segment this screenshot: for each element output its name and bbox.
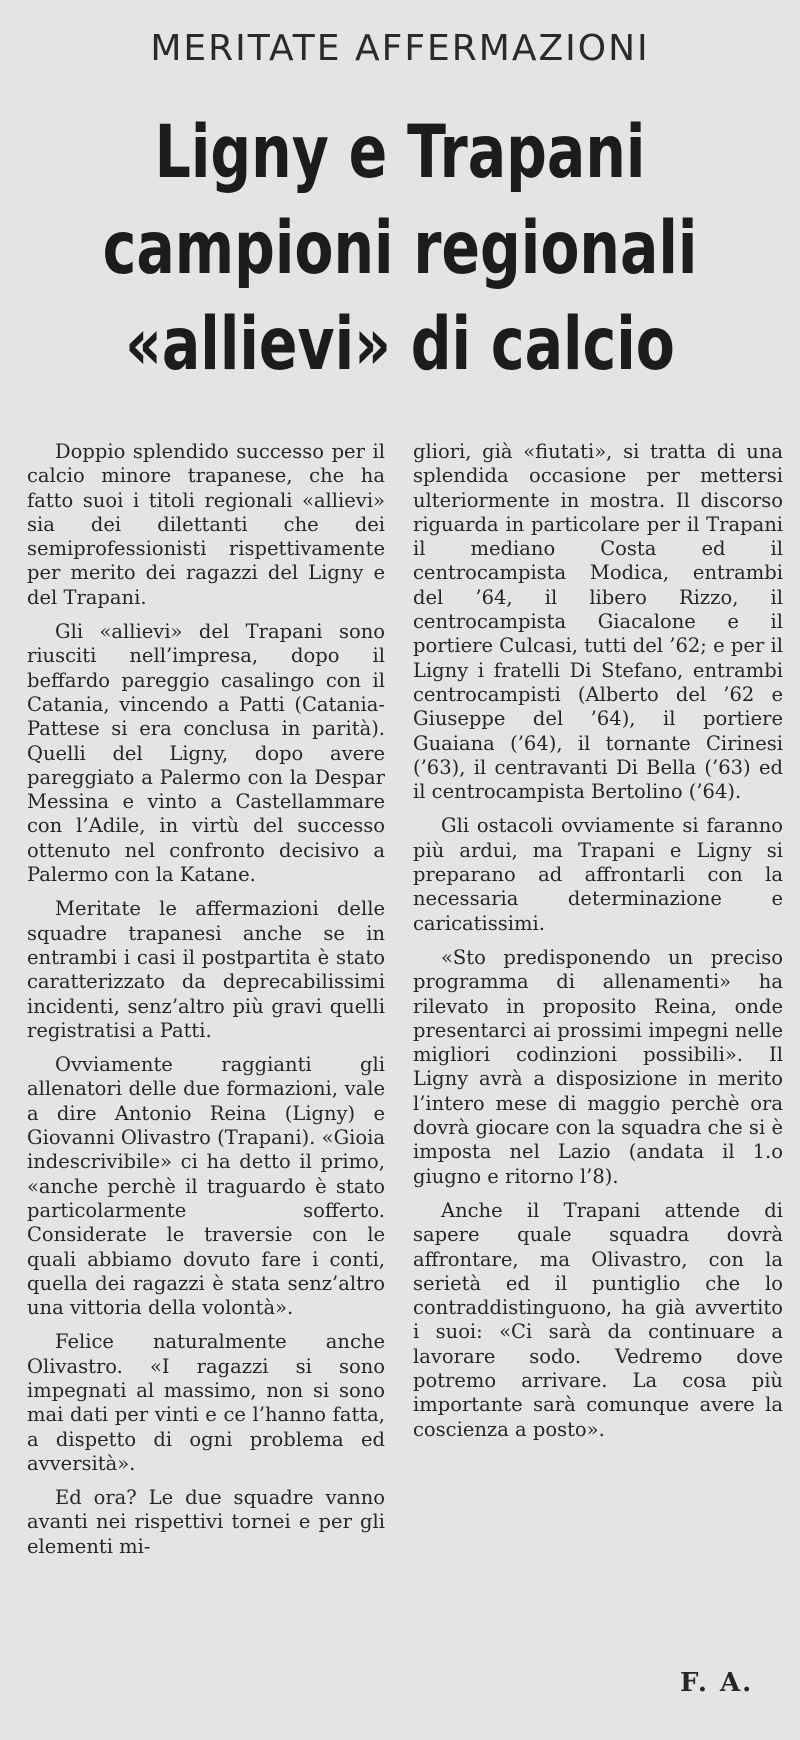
headline-line: «allievi» di calcio — [125, 302, 675, 387]
headline-line: campioni regionali — [102, 206, 698, 291]
paragraph: Gli ostacoli ovviamente si faranno più ardui, ma Trapani e Ligny si preparano ad affrontarli con la necessaria determinazione e caricatissimi. — [413, 814, 783, 935]
paragraph: Gli «allievi» del Trapani sono riusciti nell’impresa, dopo il beffardo pareggio casalingo con il Catania, vincendo a Patti (Catania-Pattese si era conclusa in parità). Quelli del Ligny, dopo avere pareggiato a Palermo con la Despar Messina e vinto a Castellammare con l’Adile, in virtù del successo ottenuto nel confronto decisivo a Palermo con la Katane. — [27, 620, 385, 887]
article-column-left — [27, 440, 385, 1569]
paragraph: Ed ora? Le due squadre vanno avanti nei rispettivi tornei e per gli elementi mi- — [27, 1486, 385, 1558]
article-headline — [0, 105, 800, 393]
paragraph: Ovviamente raggianti gli allenatori delle due formazioni, vale a dire Antonio Reina (Ligny) e Giovanni Olivastro (Trapani). «Gioia indescrivibile» ci ha detto il primo, «anche perchè il traguardo è stato particolarmente sofferto. Considerate le traversie con le quali abbiamo dovuto fare i conti, quella dei ragazzi è stata senz’altro una vittoria della volontà». — [27, 1053, 385, 1320]
paragraph: Felice naturalmente anche Olivastro. «I ragazzi si sono impegnati al massimo, non si sono mai dati per vinti e ce l’hanno fatta, a dispetto di ogni problema ed avversità». — [27, 1330, 385, 1475]
article-column-right — [413, 440, 783, 1452]
paragraph: Anche il Trapani attende di sapere quale squadra dovrà affrontare, ma Olivastro, con la serietà ed il puntiglio che lo contraddistinguono, ha già avvertito i suoi: «Ci sarà da continuare a lavorare sodo. Vedremo dove potremo arrivare. La cosa più importante sarà comunque avere la coscienza a posto». — [413, 1198, 783, 1441]
paragraph: gliori, già «fiutati», si tratta di una splendida occasione per mettersi ulteriormente in mostra. Il discorso riguarda in particolare per il Trapani il mediano Costa ed il centrocampista Modica, entrambi del ’64, il libero Rizzo, il centrocampista Giacalone e il portiere Culcasi, tutti del ’62; e per il Ligny i fratelli Di Stefano, entrambi centrocampisti (Alberto del ’62 e Giuseppe del ’64), il portiere Guaiana (’64), il tornante Cirinesi (’63), il centravanti Di Bella (’63) ed il centrocampista Bertolino (’64). — [413, 440, 783, 804]
paragraph: Meritate le affermazioni delle squadre trapanesi anche se in entrambi i casi il postpartita è stato caratterizzato da deprecabilissimi incidenti, senz’altro più gravi quelli registratisi a Patti. — [27, 897, 385, 1042]
author-signature: F. A. — [680, 1668, 754, 1698]
paragraph: «Sto predisponendo un preciso programma di allenamenti» ha rilevato in proposito Reina, onde presentarci ai prossimi impegni nelle migliori codinzioni possibili». Il Ligny avrà a disposizione in merito l’intero mese di maggio perchè ora dovrà giocare con la squadra che si è imposta nel Lazio (andata il 1.o giugno e ritorno l’8). — [413, 945, 783, 1188]
paragraph: Doppio splendido successo per il calcio minore trapanese, che ha fatto suoi i titoli regionali «allievi» sia dei dilettanti che dei semiprofessionisti rispettivamente per merito dei ragazzi del Ligny e del Trapani. — [27, 440, 385, 609]
article-kicker: MERITATE AFFERMAZIONI — [150, 28, 650, 69]
headline-line: Ligny e Trapani — [154, 110, 646, 195]
